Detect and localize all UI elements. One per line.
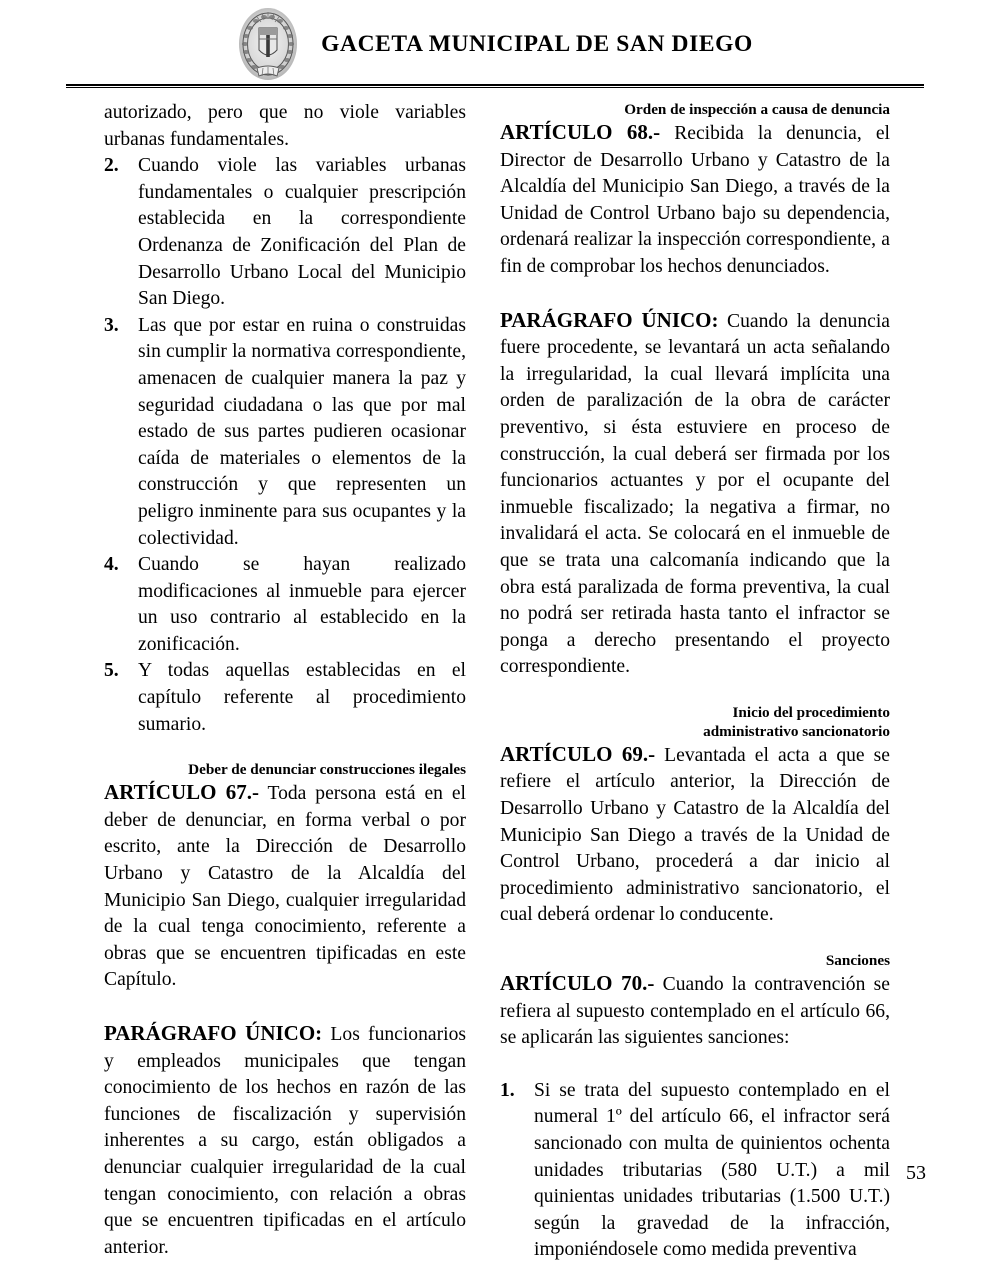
coat-of-arms-icon [237, 6, 299, 82]
article-69-side-heading-line2: administrativo sancionatorio [703, 722, 890, 740]
page-number: 53 [906, 1162, 926, 1184]
article-67-label: ARTÍCULO 67.- [104, 780, 259, 805]
article-67-paragraph [104, 779, 466, 994]
article-69-side-heading-line1: Inicio del procedimiento [732, 703, 890, 721]
paragraph-unico-67 [104, 1020, 466, 1261]
list-item-text: Cuando se hayan realizado modificaciones al inmueble para ejercer un uso contrario al establecido en la zonificación. [138, 554, 466, 655]
list-item-marker: 3. [104, 314, 119, 336]
left-column [104, 100, 466, 1264]
article-70-label: ARTÍCULO 70.- [500, 971, 655, 996]
article-68-body: Recibida la denuncia, el Director de Desarrollo Urbano y Catastro de la Alcaldía del Municipio San Diego, a través de la Unidad de Control Urbano bajo su dependencia, ordenará realizar la inspección correspondiente, a fin de comprobar los hechos denunciados. [500, 123, 890, 277]
list-item-text: Y todas aquellas establecidas en el capítulo referente al procedimiento sumario. [138, 660, 466, 735]
left-numbered-list [104, 153, 466, 738]
list-item-text: Si se trata del supuesto contemplado en el numeral 1º del artículo 66, el infractor será sancionado con multa de quinientos ochenta unidades tributarias (580 U.T.) a mil quinientas unidades tributarias (1.500 U.T.) según la gravedad de la infracción, imponiéndosele como medida preventiva [534, 1079, 890, 1261]
list-item [104, 552, 466, 658]
masthead-title: GACETA MUNICIPAL DE SAN DIEGO [321, 30, 753, 57]
paragraph-unico-67-body: Los funcionarios y empleados municipales que tengan conocimiento de los hechos en razón de las funciones de fiscalización y supervisión inherentes a su cargo, están obligados a denunciar cualquier irregularidad de la cual tengan conocimiento, con relación a obras que se encuentren tipificadas en el artículo anterior. [104, 1024, 466, 1258]
paragraph-unico-68-body: Cuando la denuncia fuere procedente, se levantará un acta señalando la irregularidad, la cual llevará implícita una orden de paralización de la obra de carácter preventivo, si ésta estuviere en proceso de construcción, la cual deberá ser firmada por los funcionarios actuantes y por el ocupante del inmueble fiscalizado; la negativa a firmar, no invalidará el acta. Se colocará en el inmueble de que se trata una calcomanía indicando que la obra está paralizada de forma preventiva, la cual no podrá ser retirada hasta tanto el infractor se ponga a derecho presentando el proyecto correspondiente. [500, 310, 890, 678]
list-item-text: Las que por estar en ruina o construidas sin cumplir la normativa correspondiente, amenacen de cualquier manera la paz y seguridad ciudadana o las que por mal estado de sus partes pudieren ocasionar caída de materiales o elementos de la construcción y que representen un peligro inminente para sus ocupantes y la colectividad. [138, 314, 466, 549]
list-item [104, 658, 466, 738]
paragraph-unico-68-label: PARÁGRAFO ÚNICO: [500, 307, 719, 332]
article-70-body: Cuando la contravención se refiera al supuesto contemplado en el artículo 66, se aplicarán las siguientes sanciones: [500, 974, 890, 1049]
list-item-marker: 1. [500, 1079, 515, 1101]
article-68-paragraph [500, 119, 890, 281]
page-masthead [0, 0, 990, 92]
list-item-marker: 4. [104, 554, 119, 576]
list-item [500, 1078, 890, 1264]
article-69-label: ARTÍCULO 69.- [500, 741, 656, 766]
list-item-marker: 2. [104, 155, 119, 177]
article-68-side-heading: Orden de inspección a causa de denuncia [624, 101, 890, 118]
document-body [0, 100, 990, 1264]
article-68-label: ARTÍCULO 68.- [500, 120, 661, 144]
article-70-side-heading: Sanciones [825, 952, 890, 970]
paragraph-unico-68 [500, 307, 890, 681]
right-column [500, 100, 890, 1264]
continued-paragraph: autorizado, pero que no viole variables urbanas fundamentales. [104, 102, 466, 150]
right-numbered-list [500, 1078, 890, 1264]
list-item [104, 313, 466, 552]
article-69-paragraph [500, 741, 890, 929]
paragraph-unico-67-label: PARÁGRAFO ÚNICO: [104, 1021, 323, 1045]
list-item-text: Cuando viole las variables urbanas fundamentales o cualquier prescripción establecida en la correspondiente Ordenanza de Zonificación del Plan de Desarrollo Urbano Local del Municipio San Diego. [138, 155, 466, 310]
article-67-body: Toda persona está en el deber de denunciar, en forma verbal o por escrito, ante la Dirección de Desarrollo Urbano y Catastro de la Alcaldía del Municipio San Diego, cualquier irregularidad de la cual tenga conocimiento, referente a obras que se encuentren tipificadas en este Capítulo. [104, 783, 466, 991]
list-item [104, 153, 466, 313]
article-70-paragraph [500, 970, 890, 1052]
article-67-side-heading: Deber de denunciar construcciones ilegales [188, 761, 466, 779]
list-item-marker: 5. [104, 660, 119, 682]
masthead-divider [66, 84, 924, 88]
article-69-body: Levantada el acta a que se refiere el artículo anterior, la Dirección de Desarrollo Urbano y Catastro de la Alcaldía del Municipio San Diego a través de la Unidad de Control Urbano, procederá a dar inicio al procedimiento administrativo sancionatorio, el cual deberá ordenar lo conducente. [500, 744, 890, 926]
